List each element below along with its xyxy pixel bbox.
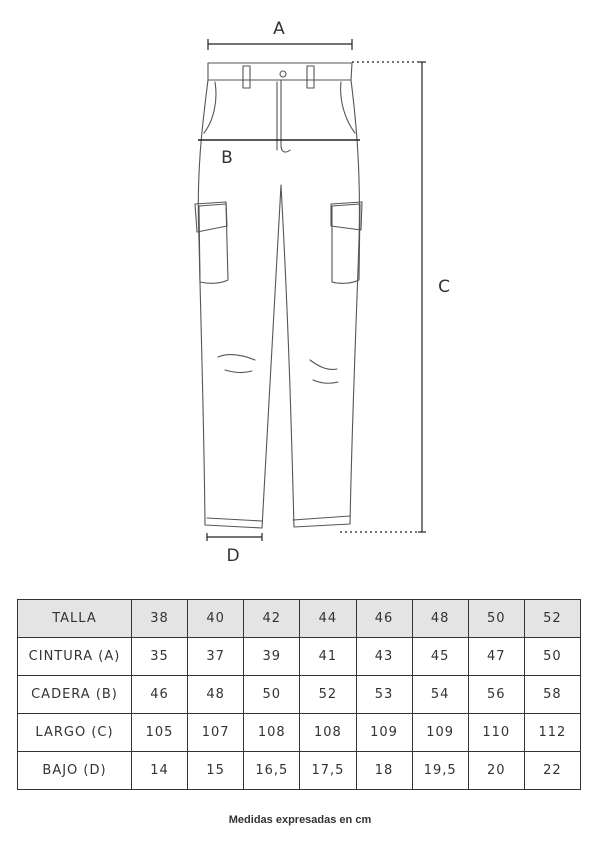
table-cell: 108 xyxy=(300,714,356,752)
dimension-a-label: A xyxy=(273,19,285,39)
table-cell: 45 xyxy=(412,638,468,676)
front-pocket-right xyxy=(341,82,355,133)
header-cell: 42 xyxy=(244,600,300,638)
belt-loop-left xyxy=(243,66,250,88)
fly xyxy=(281,80,290,152)
table-cell: 17,5 xyxy=(300,752,356,790)
row-label: CINTURA (A) xyxy=(18,638,132,676)
header-cell: 38 xyxy=(132,600,188,638)
header-cell: 46 xyxy=(356,600,412,638)
table-cell: 53 xyxy=(356,676,412,714)
table-cell: 47 xyxy=(468,638,524,676)
table-row xyxy=(18,638,581,676)
footnote: Medidas expresadas en cm xyxy=(228,814,372,826)
table-cell: 16,5 xyxy=(244,752,300,790)
dimension-b-label: B xyxy=(221,148,233,168)
row-label: CADERA (B) xyxy=(18,676,132,714)
dimension-c-label: C xyxy=(438,277,450,297)
waistband xyxy=(208,63,352,80)
cargo-pocket-left xyxy=(199,204,228,283)
table-cell: 15 xyxy=(188,752,244,790)
table-cell: 112 xyxy=(524,714,580,752)
table-cell: 109 xyxy=(412,714,468,752)
table-cell: 105 xyxy=(132,714,188,752)
table-cell: 37 xyxy=(188,638,244,676)
dimension-d-label: D xyxy=(226,546,240,566)
table-cell: 39 xyxy=(244,638,300,676)
table-row xyxy=(18,714,581,752)
table-cell: 14 xyxy=(132,752,188,790)
table-cell: 46 xyxy=(132,676,188,714)
table-cell: 110 xyxy=(468,714,524,752)
table-cell: 19,5 xyxy=(412,752,468,790)
table-row xyxy=(18,676,581,714)
table-row xyxy=(18,752,581,790)
table-cell: 20 xyxy=(468,752,524,790)
header-cell: 48 xyxy=(412,600,468,638)
header-cell: 52 xyxy=(524,600,580,638)
row-label: LARGO (C) xyxy=(18,714,132,752)
table-cell: 50 xyxy=(244,676,300,714)
table-cell: 48 xyxy=(188,676,244,714)
table-cell: 108 xyxy=(244,714,300,752)
table-cell: 107 xyxy=(188,714,244,752)
header-cell: 40 xyxy=(188,600,244,638)
row-label: BAJO (D) xyxy=(18,752,132,790)
table-cell: 109 xyxy=(356,714,412,752)
table-header-row xyxy=(18,600,581,638)
header-cell: TALLA xyxy=(18,600,132,638)
table-cell: 22 xyxy=(524,752,580,790)
table-cell: 56 xyxy=(468,676,524,714)
cargo-pocket-right xyxy=(332,204,360,283)
table-cell: 54 xyxy=(412,676,468,714)
belt-loop-right xyxy=(307,66,314,88)
table-cell: 58 xyxy=(524,676,580,714)
table-cell: 35 xyxy=(132,638,188,676)
size-table xyxy=(17,599,581,790)
table-cell: 52 xyxy=(300,676,356,714)
header-cell: 44 xyxy=(300,600,356,638)
front-pocket-left xyxy=(204,82,216,133)
waist-button xyxy=(280,71,286,77)
table-cell: 18 xyxy=(356,752,412,790)
table-cell: 50 xyxy=(524,638,580,676)
table-cell: 41 xyxy=(300,638,356,676)
header-cell: 50 xyxy=(468,600,524,638)
table-cell: 43 xyxy=(356,638,412,676)
